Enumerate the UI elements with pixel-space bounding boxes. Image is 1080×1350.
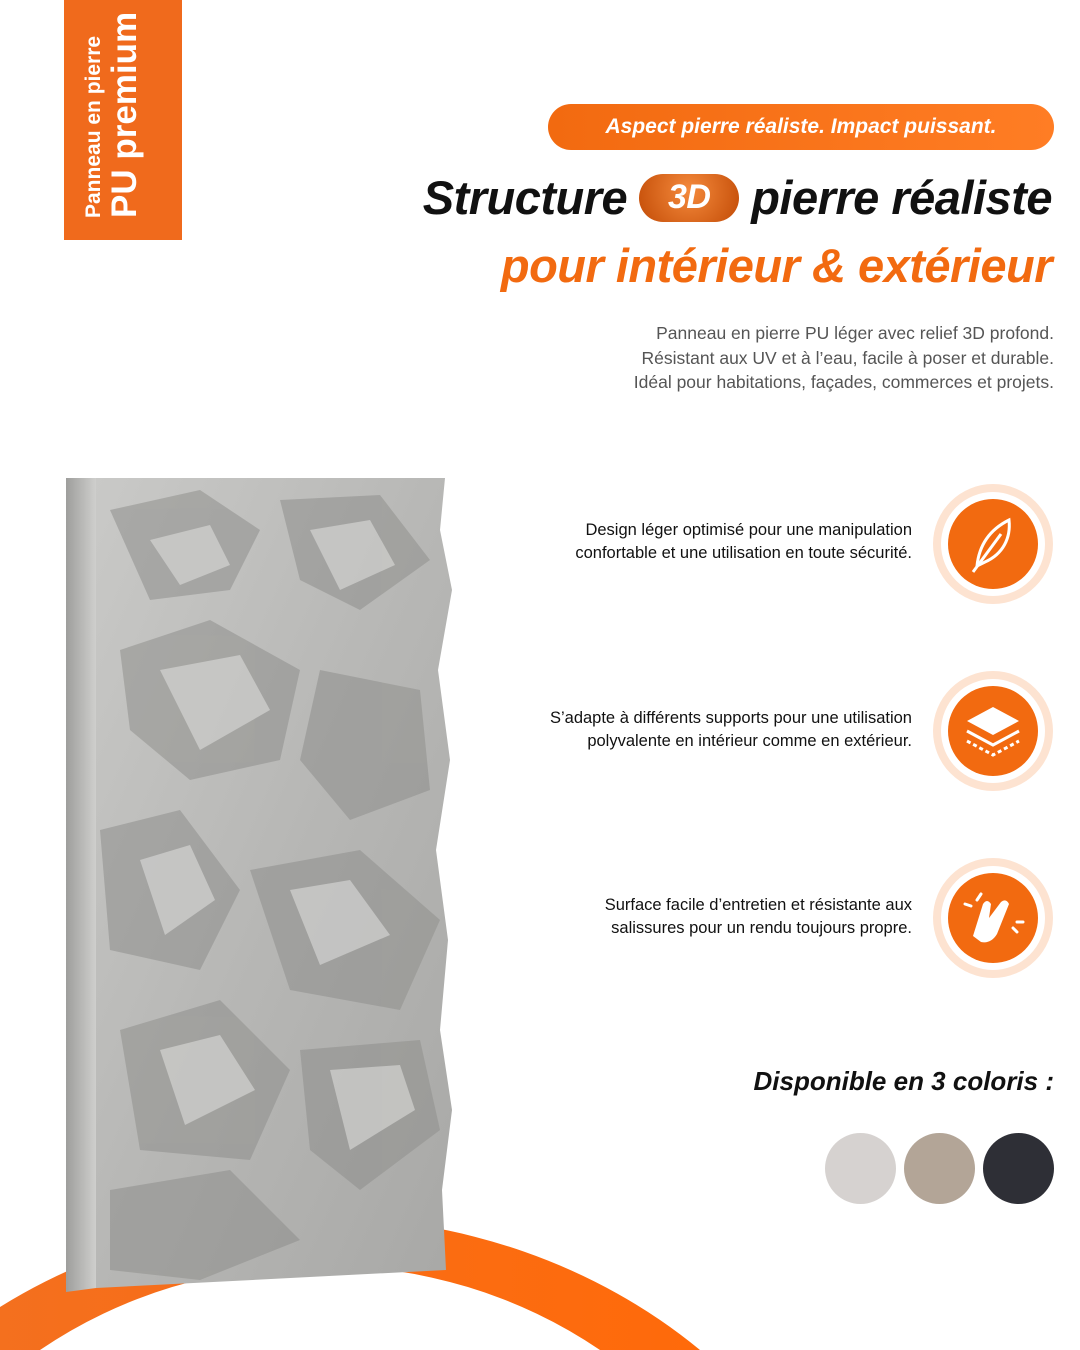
feature-line: Design léger optimisé pour une manipulation [585,521,912,539]
feature-line: confortable et une utilisation en toute sécurité. [575,544,912,562]
feather-icon [931,482,1055,606]
description-line: Panneau en pierre PU léger avec relief 3D profond. [656,323,1054,343]
description-line: Idéal pour habitations, façades, commerces et projets. [633,372,1054,392]
colors-title: Disponible en 3 coloris : [753,1066,1054,1096]
description-line: Résistant aux UV et à l’eau, facile à poser et durable. [641,347,1054,368]
color-swatch-anthracite[interactable] [983,1133,1054,1204]
stone-panel-image [0,470,460,1300]
headline-part-1: Structure [422,171,628,224]
color-swatch-beige[interactable] [904,1133,975,1204]
layers-icon [931,669,1055,793]
description [494,321,1054,395]
headline-line-1 [423,170,1052,225]
headline-line-2: pour intérieur & extérieur [500,239,1052,292]
feature-line: S’adapte à différents supports pour une utilisation [549,709,912,727]
tag-line-2: PU premium [105,11,144,218]
feature-line: salissures pour un rendu toujours propre. [611,919,912,937]
feature-2-text [432,707,912,753]
3d-badge: 3D [639,174,739,222]
tagline-pill: Aspect pierre réaliste. Impact puissant. [548,104,1054,150]
feature-1-text [432,519,912,565]
color-swatch-light-grey[interactable] [825,1133,896,1204]
feature-line: polyvalente en intérieur comme en extérieur. [587,732,912,750]
feature-line: Surface facile d’entretien et résistante aux [604,896,912,914]
clean-hands-icon [931,856,1055,980]
feature-3-text [432,894,912,940]
tag-line-1: Panneau en pierre [82,35,105,218]
product-tag [64,0,182,240]
headline-part-2: pierre réaliste [751,171,1052,224]
